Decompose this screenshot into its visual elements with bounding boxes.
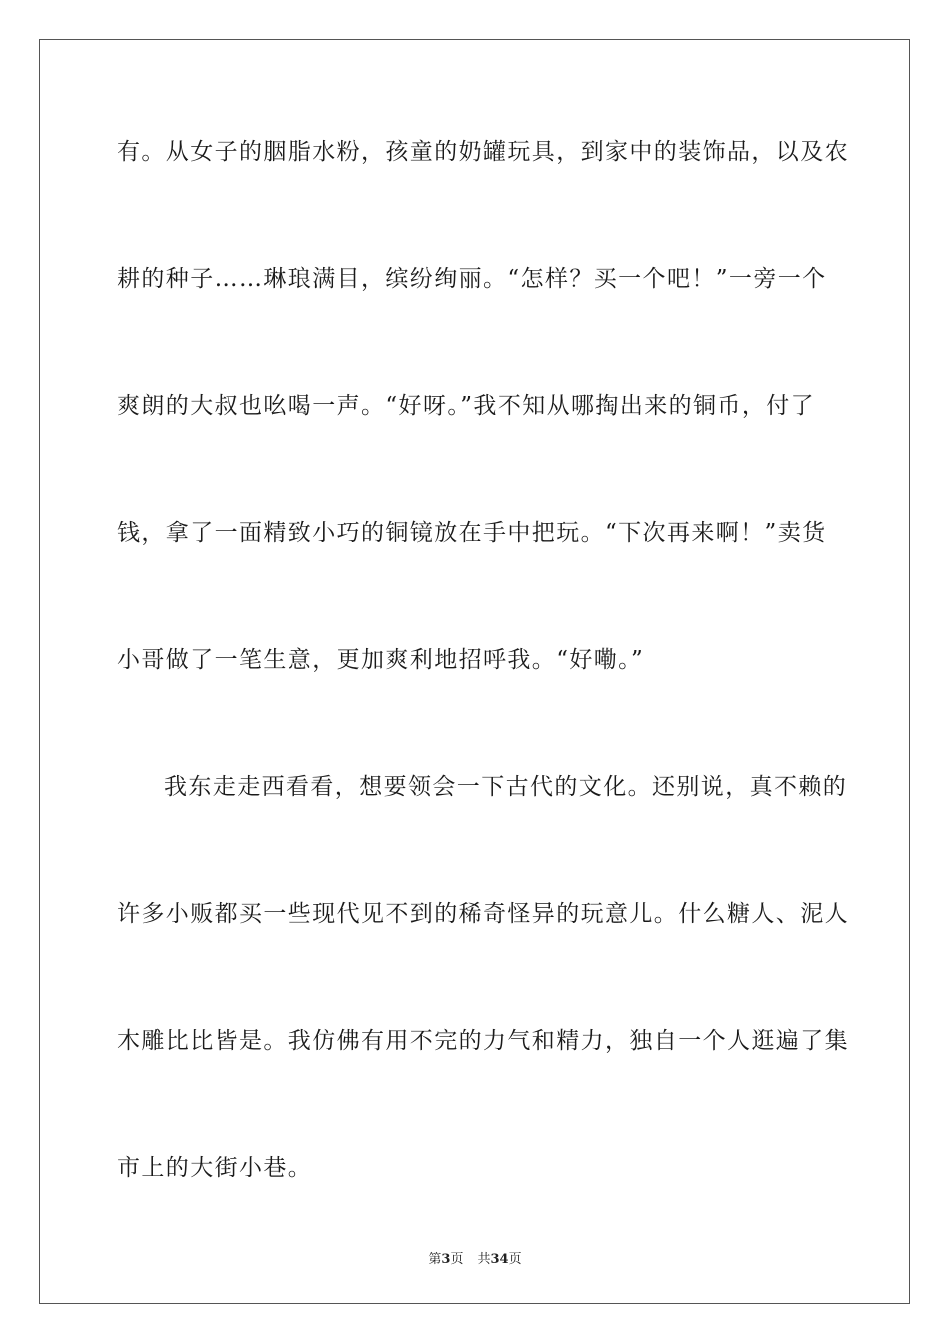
text-line: 爽朗的大叔也吆喝一声。“好呀。”我不知从哪掏出来的铜币，付了: [117, 393, 816, 419]
total-suffix: 页: [508, 1252, 522, 1267]
page-prefix: 第: [428, 1252, 442, 1267]
page-footer: [0, 1248, 950, 1267]
page-suffix: 页: [450, 1252, 464, 1267]
paragraph-start-line: 我东走走西看看，想要领会一下古代的文化。还别说，真不赖的: [164, 774, 848, 800]
page-number: 3: [441, 1252, 451, 1267]
text-line: 木雕比比皆是。我仿佛有用不完的力气和精力，独自一个人逛遍了集: [117, 1028, 849, 1054]
total-pages: 34: [490, 1252, 509, 1267]
text-line: 钱，拿了一面精致小巧的铜镜放在手中把玩。“下次再来啊！”卖货: [117, 520, 827, 546]
text-line: 市上的大街小巷。: [117, 1155, 313, 1181]
document-body: [117, 124, 849, 1267]
total-prefix: 共: [477, 1252, 491, 1267]
text-line: 耕的种子……琳琅满目，缤纷绚丽。“怎样？买一个吧！”一旁一个: [117, 266, 827, 292]
text-line: 许多小贩都买一些现代见不到的稀奇怪异的玩意儿。什么糖人、泥人: [117, 901, 849, 927]
text-line: 有。从女子的胭脂水粉，孩童的奶罐玩具，到家中的装饰品，以及农: [117, 139, 849, 165]
text-line: 小哥做了一笔生意，更加爽利地招呼我。“好嘞。”: [117, 647, 645, 673]
